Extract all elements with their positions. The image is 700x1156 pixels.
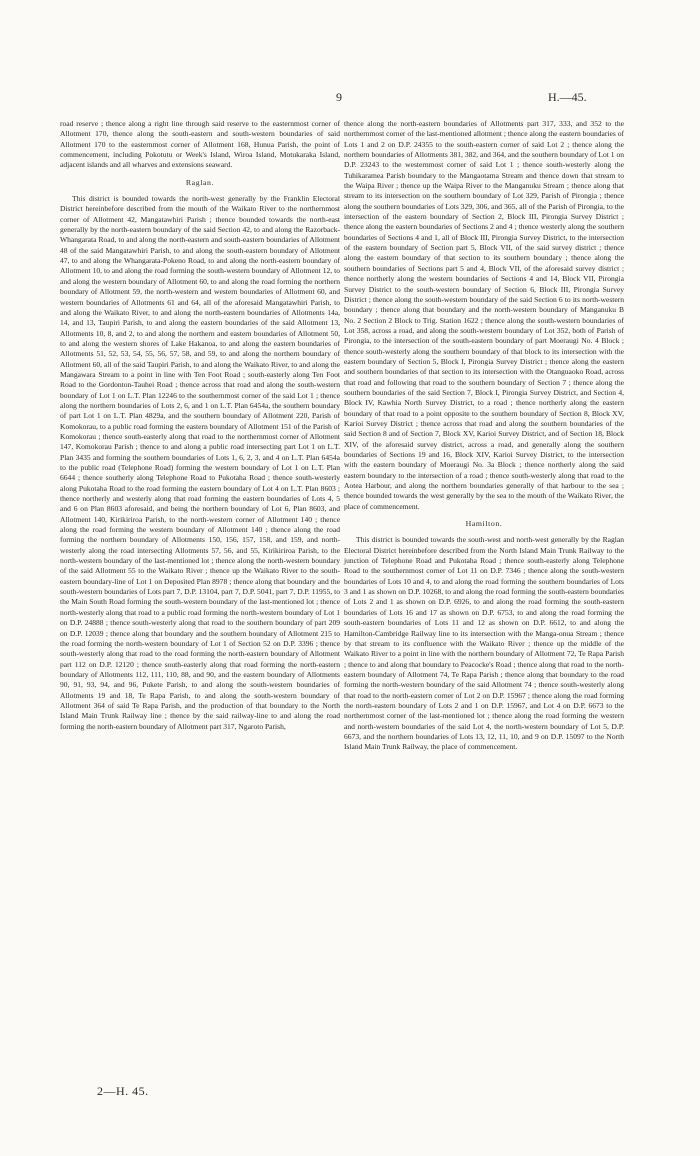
document-code: H.—45. [548,90,587,104]
page-header [0,90,700,104]
continued-paragraph: road reserve ; thence along a right line through said reserve to the easternmost corner of Allotment 170, thence along the south-eastern and south-western boundaries of said Allotment 170 to the easternmost corner of Allotment 168, Hunua Parish, the point of commencement, including Pokotutu or Week's Island, Wiroa Island, Motukaraka Island, adjacent islands and all wharves and extensions seaward. [60,119,340,170]
raglan-paragraph: This district is bounded towards the north-west generally by the Franklin Electoral District hereinbefore described from the mouth of the Waikato River to the northernmost corner of Allotment 42, Mangatawhiri Parish ; thence bounded towards the north-east generally by the north-eastern boundary of the said Section 42, to and along the Razorback-Whangarata Road, to and along the north-eastern and south-eastern boundaries of Allotment 48 of the said Mangatawhiri Parish, to and along the south-eastern boundary of Allotment 47, to and along the Whangarata-Pokeno Road, to and along the north-eastern boundary of Allotment 10, to and along the road forming the south-western boundary of Allotment 12, to and along the western boundary of Allotment 60, to and along the road forming the northern boundary of Allotment 59, the north-western and western boundaries of Allotment 60, and western boundaries of Allotments 61 and 64, all of the aforesaid Mangatawhiri Parish, to and along the Waikato River, to and along the north-eastern boundaries of Allotments 14a, 14, and 13, Taupiri Parish, to and along the eastern boundaries of the said Allotment 13, Allotments 10, 8, and 2, to and along the northern and eastern boundaries of Allotment 50, to and along the western shores of Lake Hakanoa, to and along the eastern boundaries of Allotments 51, 52, 53, 54, 55, 56, 57, 58, and 59, to and along the northern boundary of Allotment 60, all of the said Taupiri Parish, to and along the Waikato River, to and along the Mangawara Stream to a point in line with Ten Foot Road ; south-easterly along Ten Foot Road to the Gordonton-Tauhei Road ; thence across that road and along the south-western boundary of Lot 1 on L.T. Plan 12246 to the southernmost corner of the said Lot 1 ; thence along the northern boundaries of Lots 2, 6, and 1 on L.T. Plan 6454a, the southern boundary of part Lot 1 on L.T. Plan 4829a, and the southern boundary of Allotment 220, Parish of Komokorau, to a public road forming the eastern boundary of Allotment 151 of the Parish of Komokorau ; thence south-easterly along that road to the northernmost corner of Allotment 147, Komokorau Parish ; thence to and along a public road intersecting part Lot 1 on L.T. Plan 3435 and forming the southern boundaries of Lots 1, 6, 2, 3, and 4 on L.T. Plan 6454a to the public road (Telephone Road) forming the western boundary of Lot 1 on L.T. Plan 6644 ; thence southerly along Telephone Road to Pukotaha Road ; thence south-westerly along Pukotaha Road to the road forming the eastern boundary of Lot 4 on L.T. Plan 8603 ; thence northerly and westerly along that road forming the eastern boundaries of Lots 4, 5 and 6 on Plan 8603 aforesaid, and being the northern boundary of Lot 6, Plan 8603, and Allotment 140, Kirikiriroa Parish, to the north-western corner of Allotment 140 ; thence along the road forming the western boundary of Allotment 140 ; thence along the road forming the northern boundary of Allotments 150, 156, 157, 158, and 159, and north-westerly along the road intersecting Allotments 57, 56, and 55, Kirikiriroa Parish, to the north-western boundary of the last-mentioned lot ; thence along the north-western boundary of the said Allotment 55 to the Waikato River ; thence up the Waikato River to the south-eastern boundary-line of Lot 1 on Deposited Plan 8978 ; thence along that boundary and the south-western boundaries of Lots part 7, D.P. 13104, part 7, D.P. 5041, part 7, D.P. 11955, to the Main South Road forming the south-western boundary of the last-mentioned lot ; thence north-westerly along that road to a public road forming the north-western boundary of Lot 1 on D.P. 24888 ; thence south-westerly along that road to the southern boundary of part 209 on D.P. 12039 ; thence along that boundary and the southern boundary of Allotment 215 to the road forming the north-western boundary of Lot 1 of Section 52 on D.P. 3396 ; thence south-westerly along that road to the road forming the north-eastern boundary of Allotment part 112 on D.P. 12120 ; thence south-easterly along that road forming the north-eastern boundary of Allotments 112, 111, 110, 88, and 90, and the eastern boundary of Allotments 90, 91, 93, 94, and 96, Pukete Parish, to and along the south-western boundaries of Allotments 19 and 18, Te Rapa Parish, to and along the south-western boundary of Allotment 364 of said Te Rapa Parish, and the production of that boundary to the North Island Main Trunk Railway line ; thence by the said railway-line to and along the road forming the north-eastern boundary of Allotment part 317, Ngaroto Parish, [60,194,340,731]
section-heading-hamilton: Hamilton. [465,519,503,529]
raglan-continued-paragraph: thence along the north-eastern boundaries of Allotments part 317, 333, and 352 to the northernmost corner of the last-mentioned allotment ; thence along the eastern boundaries of Lots 1 and 2 on D.P. 24355 to the south-eastern corner of said Lot 2 ; thence along the northern boundaries of Allotments 381, 382, and 364, and the southern boundary of Lot 1 on D.P. 23243 to the westernmost corner of said Lot 1 ; thence south-westerly along the Tuhikaramea Parish boundary to the Mangaotama Stream and thence down that stream to the Waipa River ; thence up the Waipa River to the Manganuku Stream ; thence along that stream to its intersection on the southern boundary of Lot 329, Parish of Pirongia ; thence along the southern boundaries of Lots 329, 306, and 365, all of the Parish of Pirongia, to the intersection of the eastern boundary of Section 2, Block III, Pirongia Survey District ; thence along the eastern boundaries of Sections 2 and 4 ; thence westerly along the southern boundaries of Sections 4 and 1, all of Block III, Pirongia Survey District, to the intersection of the eastern boundary of Section part 5, Block VII, of the said survey district ; thence along the eastern boundary of that section to its southern boundary ; thence along the southern boundaries of Sections part 5 and 4, Block VII, of the aforesaid survey district ; thence northerly along the western boundaries of Sections 4 and 14, Block VII, Pirongia Survey District to the south-western boundary of Section 6, Block III, Pirongia Survey District ; thence along the south-western boundary of the said Section 6 to its north-western boundary ; thence along that boundary and the north-western boundary of Manganuku B No. 2 Section 2 Block to Trig. Station 1622 ; thence along the south-western boundaries of Lot 358, across a road, and along the south-western boundary of Lot 352, both of Parish of Pirongia, to the intersection of the south-eastern boundary of part Moeraugi No. 4 Block ; thence south-westerly along the southern boundary of that block to its intersection with the eastern boundary of Section 5, Block I, Pirongia Survey District ; thence along the eastern and southern boundaries of that section to its intersection with the Otanguaoko Road, across that road and following that road to the southern boundary of Section 7 ; thence along the southern boundaries of the said Section 7, Block I, Pirongia Survey District, and Section 4, Block IV, Kawhia North Survey District, to a road ; thence northerly along the eastern boundary of that road to a point opposite to the southern boundary of Section 8, Block XV, Karioi Survey District ; thence across that road and along the southern boundaries of the said Section 8 and of Section 7, Block XV, Karioi Survey District, and of Section 18, Block XIV, of the aforesaid survey district, across a road, and generally along the southern boundaries of Sections 19 and 16, Block XIV, Karioi Survey District, to the intersection with the eastern boundary of Moeraugi No. 3a Block ; thence northerly along the said eastern boundary to the intersection of a road ; thence south-westerly along that road to the Aotea Harbour, and along the northern boundaries generally of that harbour to the sea ; thence bounded towards the west generally by the sea to the mouth of the Waikato River, the place of commencement. [344,119,624,511]
page-number: 9 [336,90,342,104]
hamilton-paragraph: This district is bounded towards the south-west and north-west generally by the Raglan Electoral District hereinbefore described from the North Island Main Trunk Railway to the junction of Telephone Road and Pukotaha Road ; thence south-easterly along Telephone Road to the southernmost corner of Lot 11 on D.P. 7346 ; thence along the south-western boundaries of Lots 10 and 4, to and along the road forming the southern boundaries of Lots 3 and 1 as shown on D.P. 10268, to and along the road forming the south-eastern boundaries of Lots 2 and 1 as shown on D.P. 6926, to and along the road forming the south-eastern boundaries of Lots 16 and 17 as shown on D.P. 6753, to and along the road forming the south-eastern boundaries of Lots 11 and 12 as shown on D.P. 6612, to and along the Hamilton-Cambridge Railway line to its intersection with the Manga-onua Stream ; thence by that stream to its confluence with the Waikato River ; thence up the middle of the Waikato River to a point in line with the northern boundary of Allotment 72, Te Rapa Parish ; thence to and along that boundary to Peacocke's Road ; thence along that road to the north-eastern boundary of Allotment 74, Te Rapa Parish ; thence along that boundary to the road forming the north-western boundary of the said Allotment 74 ; thence south-westerly along that road to the north-eastern corner of Lot 2 on D.P. 15967 ; thence along the road forming the north-eastern boundary of Lots 2 and 1 on D.P. 15967, and Lot 4 on D.P. 6673 to the northernmost corner of the last-mentioned lot ; thence along the road forming the western and north-western boundaries of the said Lot 4, the north-western boundary of Lot 5, D.P. 6673, and the northern boundaries of Lots 13, 12, 11, 10, and 9 on D.P. 15097 to the North Island Main Trunk Railway, the place of commencement. [344,535,624,752]
signature-mark: 2—H. 45. [97,1084,149,1098]
left-column [60,119,340,732]
right-column [344,119,624,753]
section-heading-raglan: Raglan. [185,177,215,187]
